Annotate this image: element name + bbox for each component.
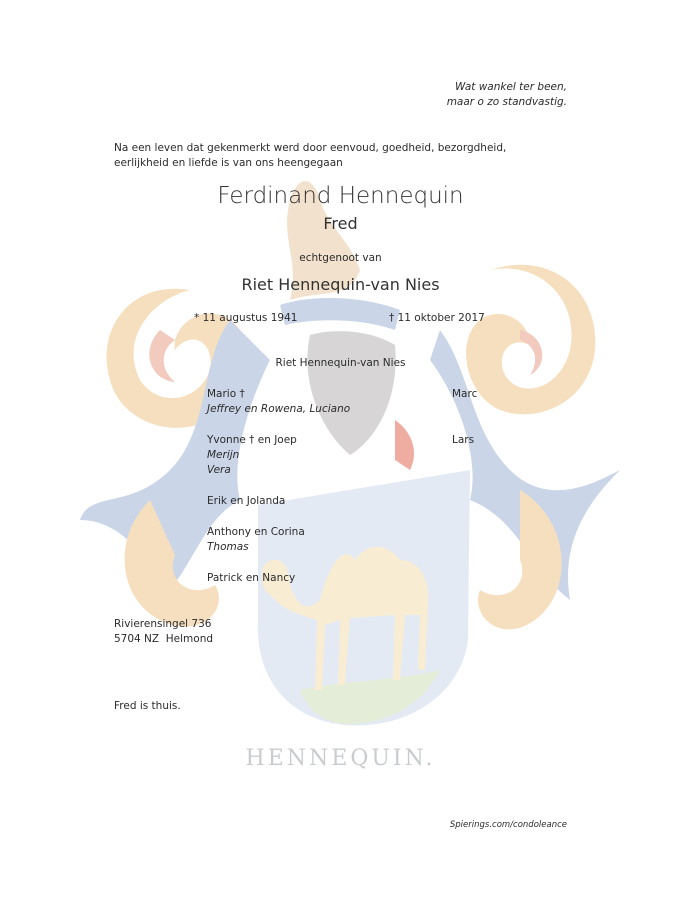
family-member-name: Erik en Jolanda [207, 495, 286, 507]
family-member-name: Patrick en Nancy [207, 572, 296, 584]
address [114, 617, 213, 647]
motto-line: Wat wankel ter been, [455, 81, 567, 93]
birth-date: * 11 augustus 1941 [194, 312, 298, 324]
family-member-name: Mario † [207, 388, 245, 400]
family-member [207, 433, 297, 478]
closing-line: Fred is thuis. [114, 700, 181, 712]
address-street: Rivierensingel 736 [114, 618, 212, 630]
condolence-link[interactable]: Spierings.com/condoleance [449, 820, 567, 830]
death-date: † 11 oktober 2017 [389, 312, 485, 324]
grandchildren: Merijn [207, 449, 240, 461]
helmet-lining [395, 420, 414, 470]
family-member-right: Marc [452, 388, 478, 400]
spouse-name: Riet Hennequin-van Nies [241, 275, 440, 294]
grandchildren: Thomas [207, 541, 249, 553]
deceased-nickname: Fred [323, 214, 358, 233]
motto [367, 80, 567, 110]
address-city: 5704 NZ Helmond [114, 633, 214, 645]
family-member-right: Lars [452, 434, 475, 446]
family-member [207, 387, 350, 417]
spouse-label: echtgenoot van [299, 252, 382, 264]
crest-torse [280, 298, 400, 330]
motto-line: maar o zo standvastig. [446, 96, 567, 108]
family-member [207, 494, 285, 509]
family-head: Riet Hennequin-van Nies [275, 357, 406, 369]
family-member-name: Yvonne † en Joep [207, 434, 297, 446]
family-member-name: Anthony en Corina [207, 526, 305, 538]
family-name-wordmark: HENNEQUIN. [245, 746, 436, 771]
grandchildren: Vera [207, 464, 231, 476]
intro-text: Na een leven dat gekenmerkt werd door eenvoud, goedheid, bezorgdheid, eerlijkheid en liefde is van ons heengegaan [114, 142, 507, 169]
family-member [207, 571, 295, 586]
grandchildren: Jeffrey en Rowena, Luciano [207, 403, 351, 415]
deceased-name: Ferdinand Hennequin [217, 183, 464, 209]
family-member [207, 525, 305, 555]
